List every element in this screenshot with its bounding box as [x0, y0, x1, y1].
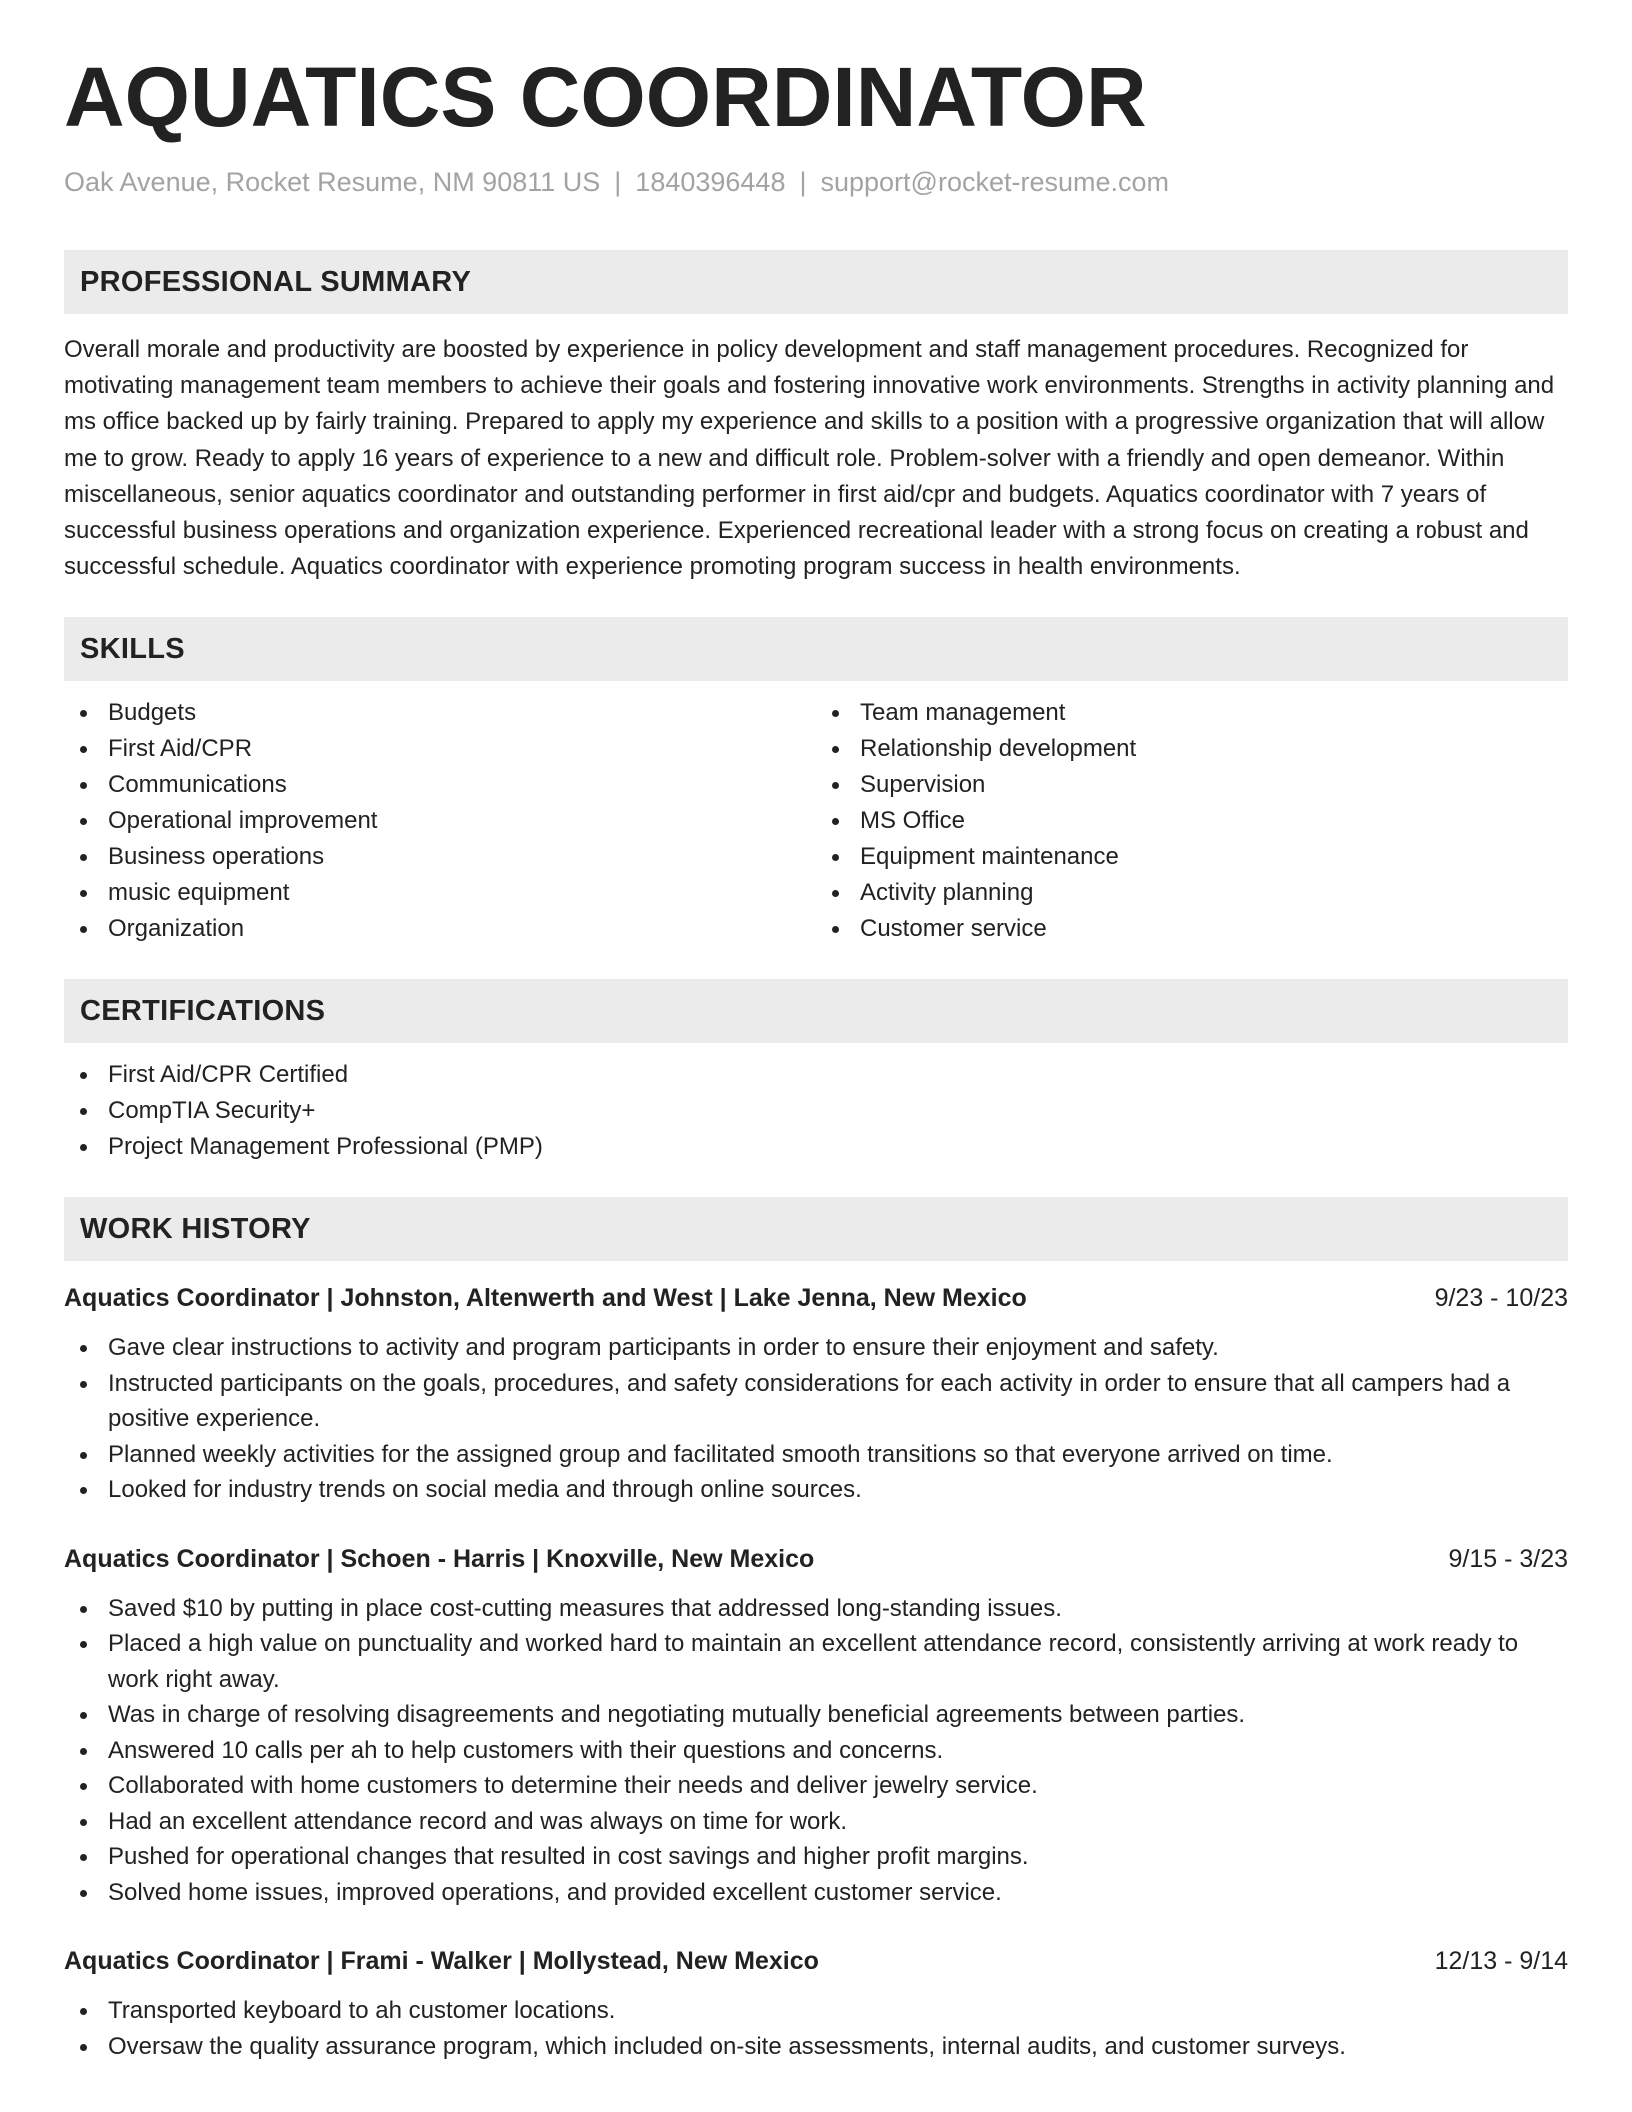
job-bullet: Answered 10 calls per ah to help customers with their questions and concerns.: [64, 1733, 1568, 1769]
contact-line: [64, 167, 1568, 198]
skill-item: MS Office: [816, 803, 1568, 839]
job-bullet: Gave clear instructions to activity and program participants in order to ensure their enjoyment and safety.: [64, 1330, 1568, 1366]
skill-item: Operational improvement: [64, 803, 816, 839]
skill-item: Activity planning: [816, 875, 1568, 911]
job-bullet: Pushed for operational changes that resulted in cost savings and higher profit margins.: [64, 1839, 1568, 1875]
skill-item: Team management: [816, 695, 1568, 731]
certification-item: Project Management Professional (PMP): [64, 1129, 1568, 1165]
job-bullet: Was in charge of resolving disagreements and negotiating mutually beneficial agreements between parties.: [64, 1697, 1568, 1733]
job-bullet: Had an excellent attendance record and was always on time for work.: [64, 1804, 1568, 1840]
skill-item: First Aid/CPR: [64, 731, 816, 767]
job-bullet: Collaborated with home customers to determine their needs and deliver jewelry service.: [64, 1768, 1568, 1804]
contact-address: Oak Avenue, Rocket Resume, NM 90811 US: [64, 167, 601, 197]
skill-item: music equipment: [64, 875, 816, 911]
job-title: Aquatics Coordinator | Schoen - Harris | Knoxville, New Mexico: [64, 1544, 815, 1573]
skill-item: Business operations: [64, 839, 816, 875]
job-dates: 9/15 - 3/23: [1448, 1544, 1568, 1573]
skills-heading: SKILLS: [64, 617, 1568, 681]
job-header: [64, 1542, 1568, 1576]
skill-item: Customer service: [816, 911, 1568, 947]
job-header: [64, 1944, 1568, 1978]
summary-heading: PROFESSIONAL SUMMARY: [64, 250, 1568, 314]
skills-column-right: [816, 695, 1568, 947]
job-bullet: Instructed participants on the goals, procedures, and safety considerations for each activity in order to ensure that all campers had a positive experience.: [64, 1366, 1568, 1437]
skill-item: Supervision: [816, 767, 1568, 803]
job-bullet: Oversaw the quality assurance program, which included on-site assessments, internal audits, and customer surveys.: [64, 2029, 1568, 2065]
job-entry: [64, 1281, 1568, 1508]
resume-content: [64, 50, 1568, 2064]
job-bullet: Planned weekly activities for the assigned group and facilitated smooth transitions so that everyone arrived on time.: [64, 1437, 1568, 1473]
job-bullets: [64, 1591, 1568, 1911]
job-title: Aquatics Coordinator | Johnston, Altenwerth and West | Lake Jenna, New Mexico: [64, 1284, 1027, 1313]
contact-phone: 1840396448: [635, 167, 786, 197]
certifications-heading: CERTIFICATIONS: [64, 979, 1568, 1043]
job-dates: 12/13 - 9/14: [1434, 1947, 1568, 1976]
summary-text: Overall morale and productivity are boosted by experience in policy development and staff management procedures. Recognized for motivating management team members to achieve their goals and fostering innovative work environments. Strengths in activity planning and ms office backed up by fairly training. Prepared to apply my experience and skills to a position with a progressive organization that will allow me to grow. Ready to apply 16 years of experience to a new and difficult role. Problem-solver with a friendly and open demeanor. Within miscellaneous, senior aquatics coordinator and outstanding performer in first aid/cpr and budgets. Aquatics coordinator with 7 years of successful business operations and organization experience. Experienced recreational leader with a strong focus on creating a robust and successful schedule. Aquatics coordinator with experience promoting program success in health environments.: [64, 336, 1555, 581]
job-bullet: Placed a high value on punctuality and worked hard to maintain an excellent attendance record, consistently arriving at work ready to work right away.: [64, 1626, 1568, 1697]
job-entry: [64, 1542, 1568, 1911]
job-bullet: Saved $10 by putting in place cost-cutting measures that addressed long-standing issues.: [64, 1591, 1568, 1627]
skills-list: [64, 695, 1568, 947]
contact-email: support@rocket-resume.com: [820, 167, 1170, 197]
skill-item: Communications: [64, 767, 816, 803]
job-bullet: Transported keyboard to ah customer locations.: [64, 1993, 1568, 2029]
skills-column-left: [64, 695, 816, 947]
job-dates: 9/23 - 10/23: [1434, 1284, 1568, 1313]
contact-separator: |: [614, 167, 622, 197]
job-bullets: [64, 1330, 1568, 1508]
certification-item: CompTIA Security+: [64, 1093, 1568, 1129]
job-entry: [64, 1944, 1568, 2064]
skill-item: Relationship development: [816, 731, 1568, 767]
skill-item: Equipment maintenance: [816, 839, 1568, 875]
certification-item: First Aid/CPR Certified: [64, 1057, 1568, 1093]
job-bullets: [64, 1993, 1568, 2064]
contact-separator: |: [799, 167, 807, 197]
job-header: [64, 1281, 1568, 1315]
skill-item: Budgets: [64, 695, 816, 731]
job-title: Aquatics Coordinator | Frami - Walker | Mollystead, New Mexico: [64, 1947, 819, 1976]
certifications-list: [64, 1057, 1568, 1165]
work-history-heading: WORK HISTORY: [64, 1197, 1568, 1261]
resume-name: AQUATICS COORDINATOR: [64, 50, 1147, 144]
job-bullet: Looked for industry trends on social media and through online sources.: [64, 1472, 1568, 1508]
job-bullet: Solved home issues, improved operations, and provided excellent customer service.: [64, 1875, 1568, 1911]
skill-item: Organization: [64, 911, 816, 947]
